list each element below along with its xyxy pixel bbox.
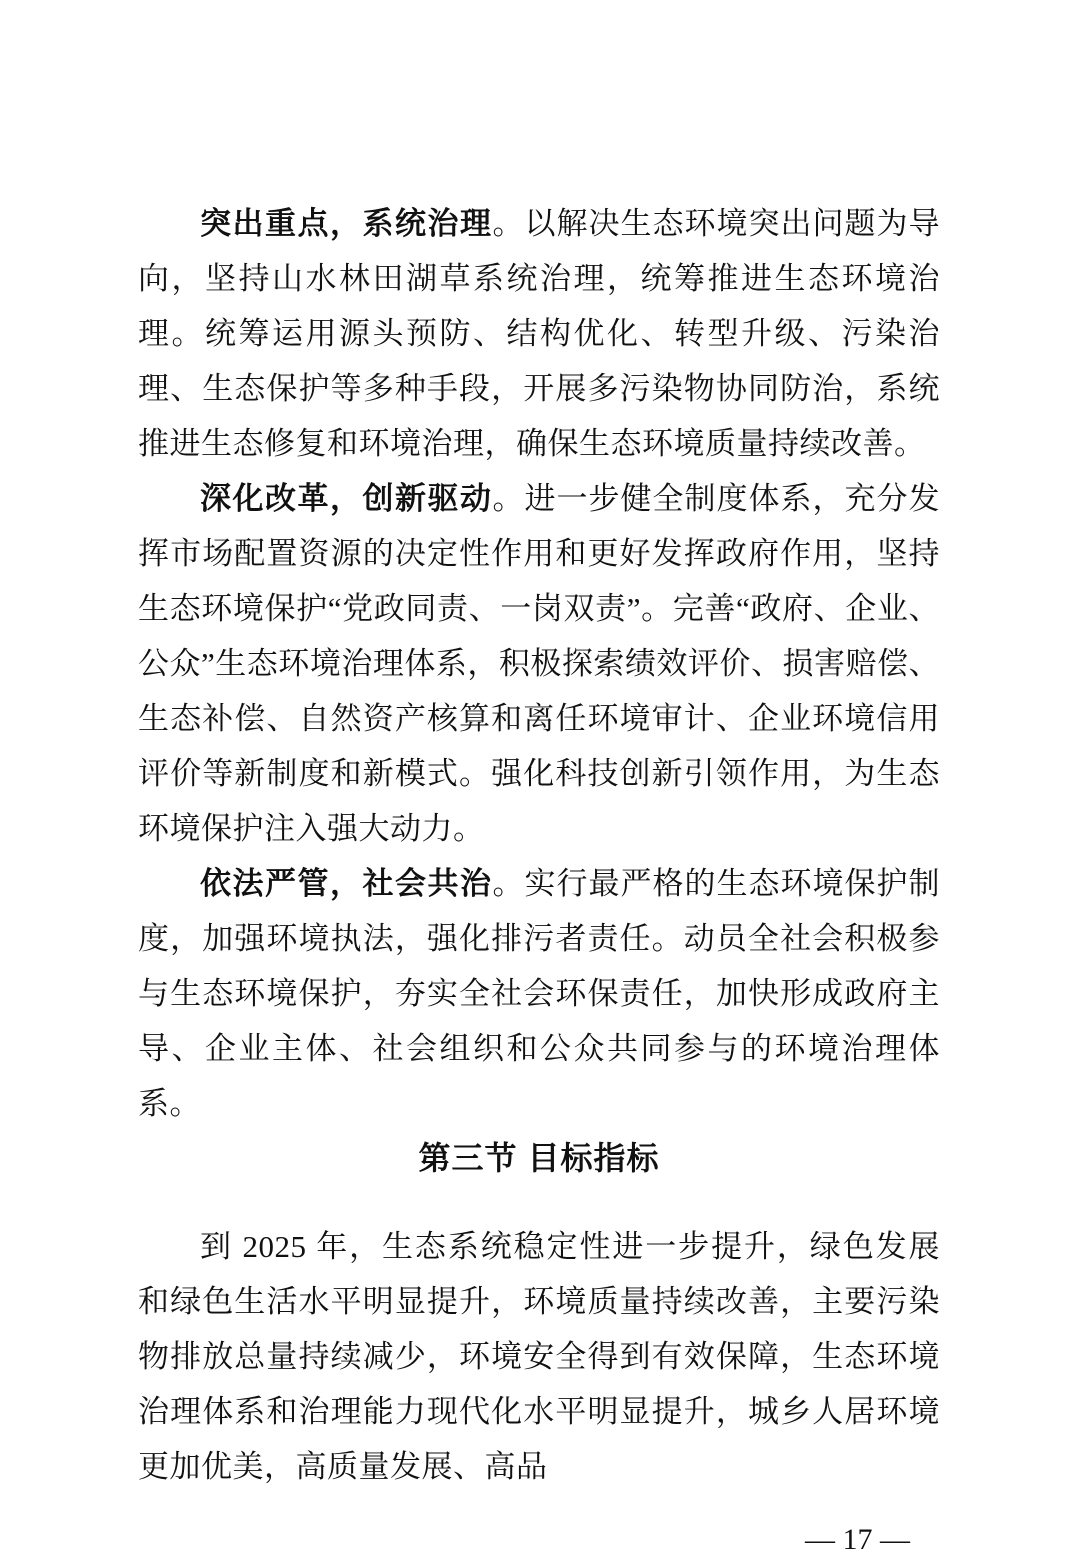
- paragraph-lead: 突出重点，系统治理: [200, 206, 493, 241]
- page-number: — 17 —: [805, 1523, 910, 1556]
- paragraph-lead: 深化改革，创新驱动: [200, 481, 493, 516]
- paragraph-2025-targets: [138, 1219, 940, 1494]
- paragraph-law-cogovernance: [138, 856, 940, 1131]
- paragraph-body: 到 2025 年，生态系统稳定性进一步提升，绿色发展和绿色生活水平明显提升，环境质量持续改善，主要污染物排放总量持续减少，环境安全得到有效保障，生态环境治理体系和治理能力现代化水平明显提升，城乡人居环境更加优美，高质量发展、高品: [138, 1229, 940, 1484]
- paragraph-reform-innovation: [138, 471, 940, 856]
- paragraph-body: 。实行最严格的生态环境保护制度，加强环境执法，强化排污者责任。动员全社会积极参与生态环境保护，夯实全社会环保责任，加快形成政府主导、企业主体、社会组织和公众共同参与的环境治理体系。: [138, 866, 940, 1121]
- paragraph-key-systematic-governance: [138, 196, 940, 471]
- paragraph-lead: 依法严管，社会共治: [200, 866, 493, 901]
- paragraph-body: 。进一步健全制度体系，充分发挥市场配置资源的决定性作用和更好发挥政府作用，坚持生态环境保护“党政同责、一岗双责”。完善“政府、企业、公众”生态环境治理体系，积极探索绩效评价、损害赔偿、生态补偿、自然资产核算和离任环境审计、企业环境信用评价等新制度和新模式。强化科技创新引领作用，为生态环境保护注入强大动力。: [138, 481, 940, 846]
- paragraph-body: 。以解决生态环境突出问题为导向，坚持山水林田湖草系统治理，统筹推进生态环境治理。统筹运用源头预防、结构优化、转型升级、污染治理、生态保护等多种手段，开展多污染物协同防治，系统推进生态修复和环境治理，确保生态环境质量持续改善。: [138, 206, 940, 461]
- section-heading: 第三节 目标指标: [418, 1140, 660, 1176]
